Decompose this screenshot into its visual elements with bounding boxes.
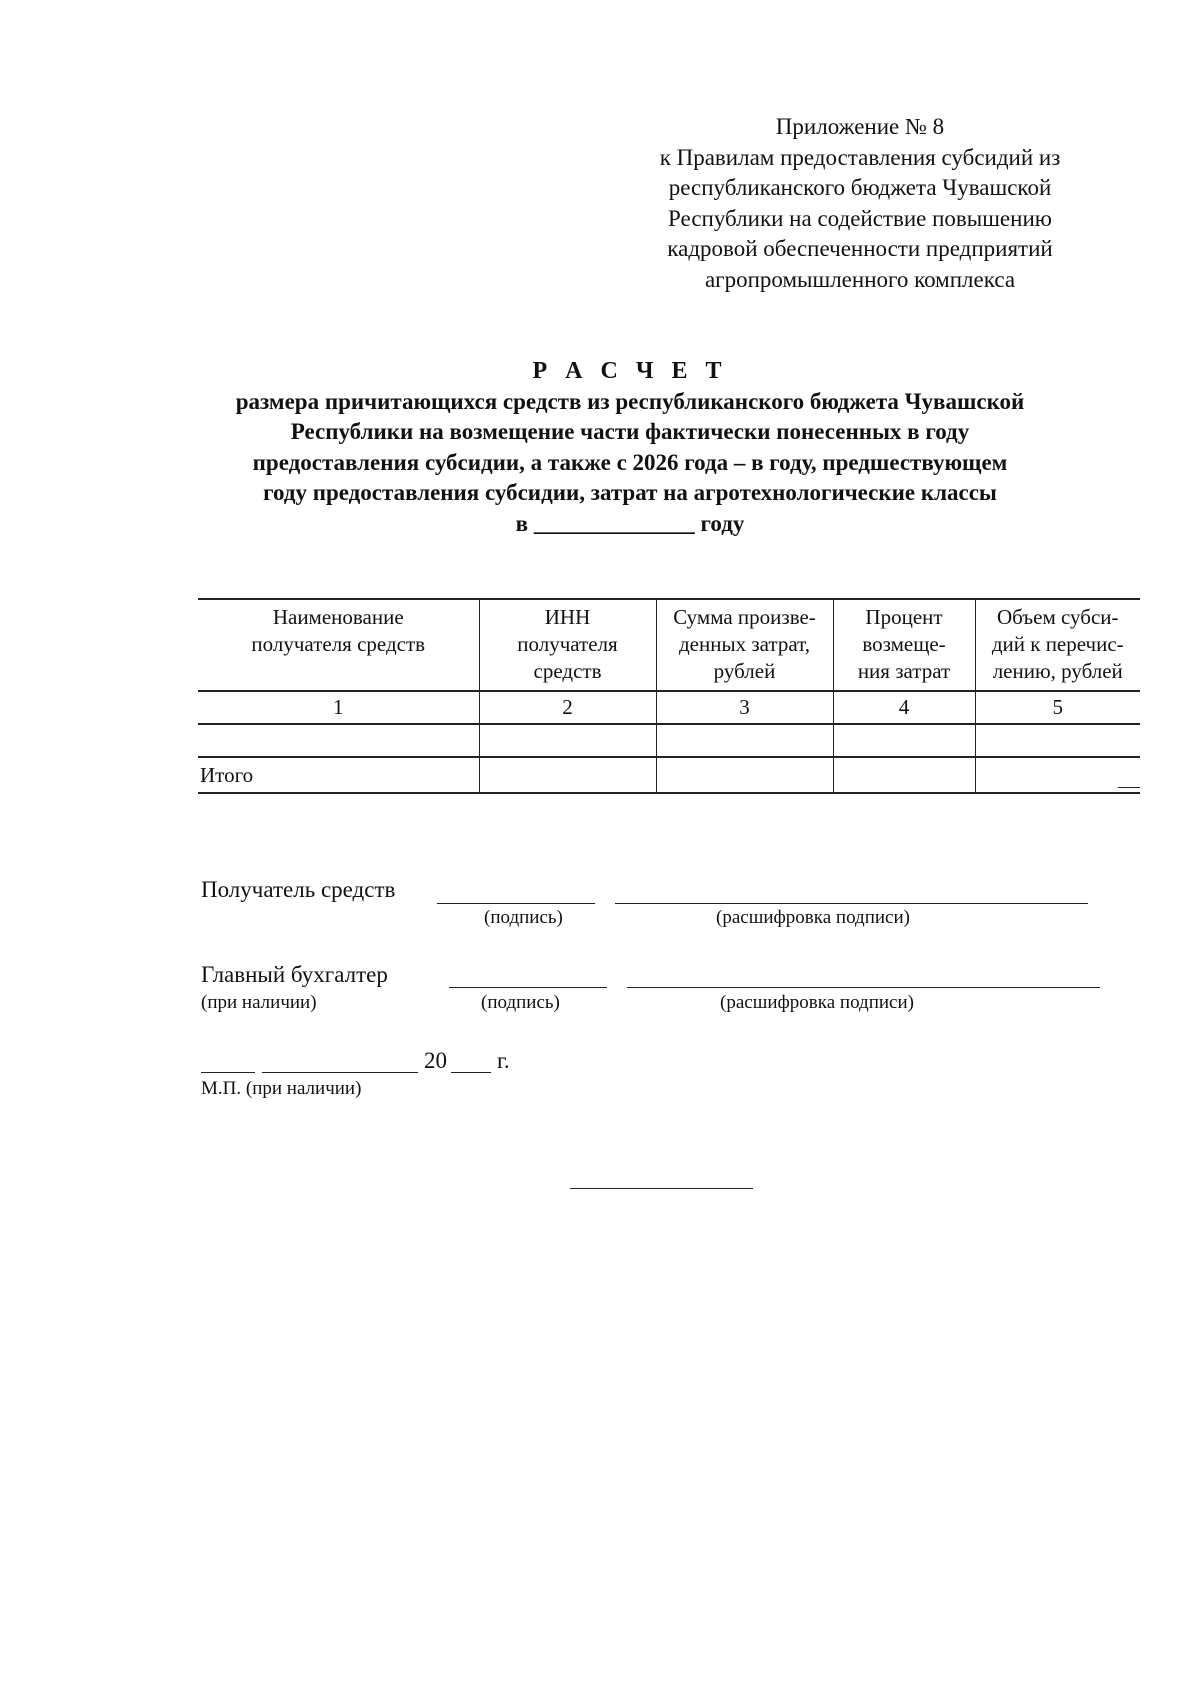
signature-caption: (подпись) — [481, 992, 560, 1013]
date-month-line[interactable] — [262, 1072, 418, 1073]
table-row — [198, 724, 1140, 757]
year-suffix: г. — [497, 1048, 510, 1073]
column-number-row — [198, 691, 1140, 724]
title-heading: Р А С Ч Е Т — [532, 358, 728, 384]
calculation-table — [198, 598, 1140, 794]
appendix-line: Приложение № 8 — [775, 114, 945, 139]
table-cell[interactable] — [479, 757, 656, 793]
appendix-block — [620, 112, 1100, 295]
column-number: 3 — [656, 691, 833, 724]
table-header-row — [198, 599, 1140, 691]
column-number: 2 — [479, 691, 656, 724]
accountant-decoding-line[interactable] — [627, 987, 1100, 988]
column-number: 4 — [833, 691, 975, 724]
table-cell[interactable] — [479, 724, 656, 757]
header-inn: ИНН получателя средств — [479, 599, 656, 691]
if-any-caption: (при наличии) — [201, 992, 317, 1013]
recipient-signature-line[interactable] — [437, 903, 595, 904]
header-recipient-name: Наименование получателя средств — [198, 599, 479, 691]
date-day-line[interactable] — [201, 1072, 255, 1073]
title-line: размера причитающихся средств из республиканского бюджета Чувашской — [235, 388, 1025, 414]
year-prefix: 20 — [424, 1048, 447, 1073]
recipient-label: Получатель средств — [201, 877, 396, 902]
signature-caption: (подпись) — [484, 907, 563, 928]
header-reimbursement-percent: Процент возмеще- ния затрат — [833, 599, 975, 691]
appendix-line: республиканского бюджета Чувашской — [668, 175, 1052, 200]
title-line-year: в ______________ году — [515, 510, 745, 536]
table-cell[interactable] — [975, 757, 1140, 793]
appendix-line: к Правилам предоставления субсидий из — [659, 144, 1061, 170]
table-cell[interactable] — [656, 724, 833, 757]
total-row — [198, 757, 1140, 793]
table-cell[interactable] — [975, 724, 1140, 757]
document-title — [150, 356, 1110, 539]
table-end-mark — [1118, 787, 1140, 788]
recipient-decoding-line[interactable] — [615, 903, 1088, 904]
title-line: году предоставления субсидии, затрат на агротехнологические классы — [263, 480, 997, 505]
appendix-line: кадровой обеспеченности предприятий — [667, 236, 1053, 261]
table-cell[interactable] — [656, 757, 833, 793]
decoding-caption: (расшифровка подписи) — [716, 907, 910, 928]
accountant-signature-line[interactable] — [449, 987, 607, 988]
appendix-line: Республики на содействие повышению — [668, 205, 1052, 231]
appendix-line: агропромышленного комплекса — [704, 266, 1016, 292]
header-cost-sum: Сумма произве- денных затрат, рублей — [656, 599, 833, 691]
table-cell[interactable] — [198, 724, 479, 757]
total-label: Итого — [198, 757, 479, 793]
header-subsidy-amount: Объем субси- дий к перечис- лению, рублей — [975, 599, 1140, 691]
stamp-caption: М.П. (при наличии) — [201, 1078, 362, 1099]
accountant-label: Главный бухгалтер — [201, 962, 388, 987]
column-number: 1 — [198, 691, 479, 724]
closing-separator — [570, 1188, 753, 1189]
date-year-line[interactable] — [451, 1072, 491, 1073]
title-line: Республики на возмещение части фактически понесенных в году — [290, 419, 970, 444]
column-number: 5 — [975, 691, 1140, 724]
title-line: предоставления субсидии, а также с 2026 года – в году, предшествующем — [252, 449, 1008, 475]
table-cell[interactable] — [833, 757, 975, 793]
decoding-caption: (расшифровка подписи) — [720, 992, 914, 1013]
table-cell[interactable] — [833, 724, 975, 757]
